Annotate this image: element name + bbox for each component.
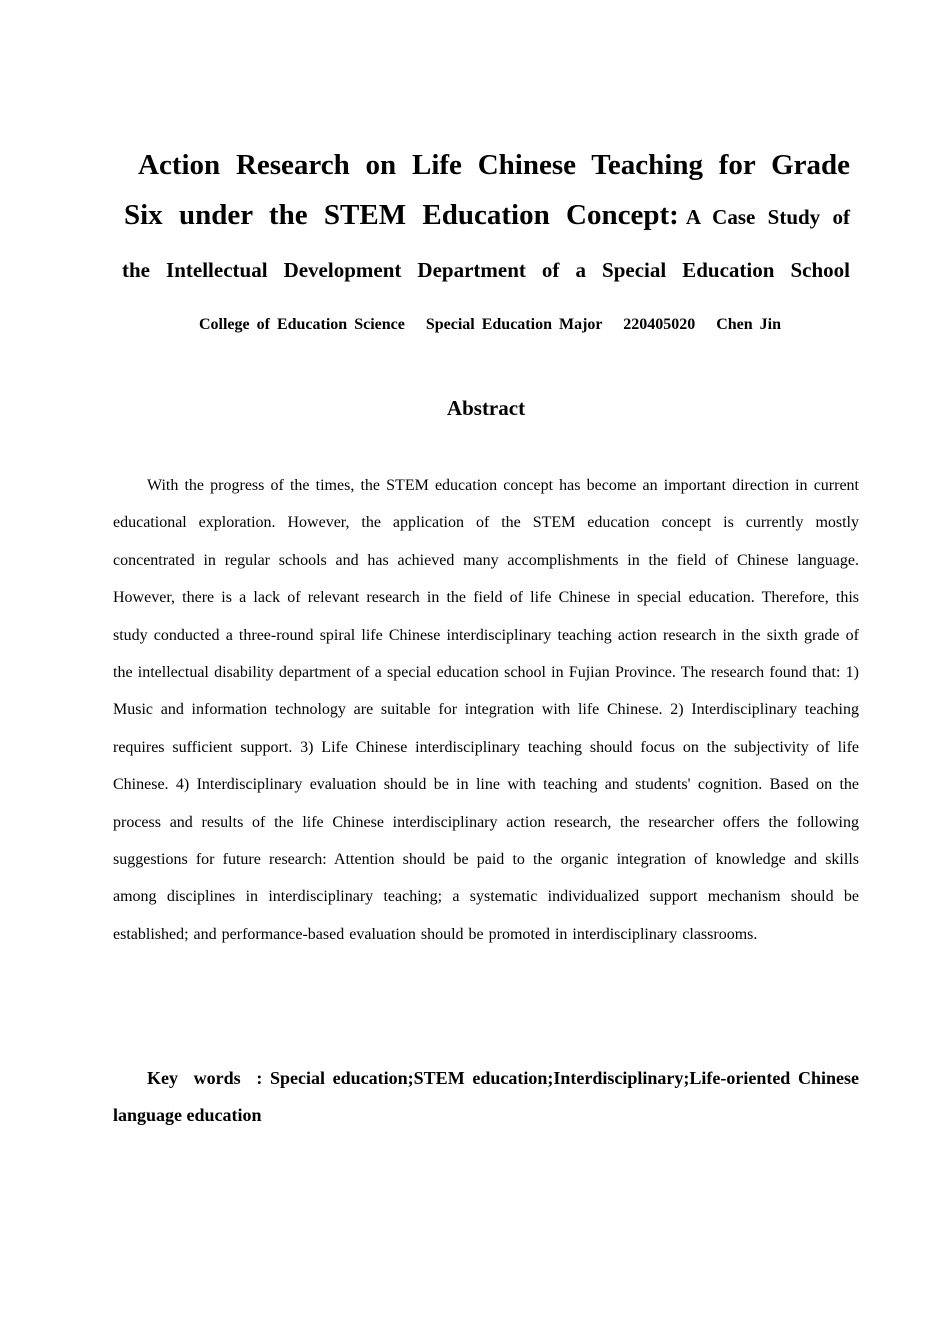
abstract-heading: Abstract	[446, 396, 526, 420]
title-line-2-main: Six under the STEM Education Concept:	[124, 199, 679, 231]
title-line-2-sub: A Case Study of	[685, 205, 850, 229]
keywords-label: Key words :	[147, 1068, 263, 1088]
title-line-1: Action Research on Life Chinese Teaching for Grade	[138, 149, 850, 181]
paper-title	[124, 140, 850, 295]
keywords-value: Special education;STEM education;Interdisciplinary;Life-oriented Chinese language education	[113, 1068, 859, 1125]
keywords	[113, 1060, 859, 1134]
title-line-3: the Intellectual Development Department of a Special Education School	[122, 258, 850, 282]
title-line-2	[124, 190, 850, 245]
abstract-body: With the progress of the times, the STEM education concept has become an important direction in current educational exploration. However, the application of the STEM education concept is currently mostly concentrated in regular schools and has achieved many accomplishments in the field of Chinese language. However, there is a lack of relevant research in the field of life Chinese in special education. Therefore, this study conducted a three-round spiral life Chinese interdisciplinary teaching action research in the sixth grade of the intellectual disability department of a special education school in Fujian Province. The research found that: 1) Music and information technology are suitable for integration with life Chinese. 2) Interdisciplinary teaching requires sufficient support. 3) Life Chinese interdisciplinary teaching should focus on the subjectivity of life Chinese. 4) Interdisciplinary evaluation should be in line with teaching and students' cognition. Based on the process and results of the life Chinese interdisciplinary action research, the researcher offers the following suggestions for future research: Attention should be paid to the organic integration of knowledge and skills among disciplines in interdisciplinary teaching; a systematic individualized support mechanism should be established; and performance-based evaluation should be promoted in interdisciplinary classrooms.	[113, 477, 859, 943]
author-info: College of Education Science Special Education Major 220405020 Chen Jin	[198, 316, 782, 333]
